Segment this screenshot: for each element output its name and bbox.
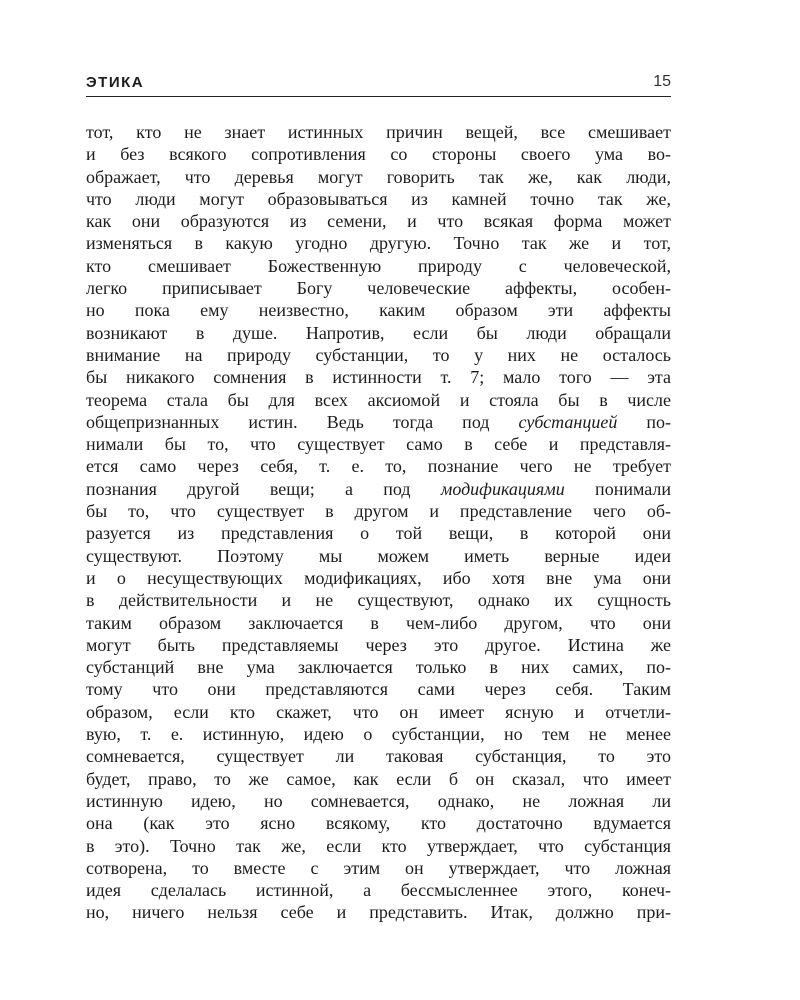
text-segment: понимали: [564, 478, 671, 499]
text-line: [86, 567, 671, 589]
text-segment: вую, т. е. истинную, идею о субстанции, но тем не менее: [86, 724, 671, 745]
text-segment: общепризнанных истин. Ведь тогда под: [86, 411, 519, 432]
text-line: [86, 188, 671, 210]
text-line: [86, 366, 671, 388]
text-segment: и без всякого сопротивления со стороны своего ума во-: [86, 144, 671, 165]
italic-term: субстанцией: [518, 411, 618, 432]
text-line: [86, 790, 671, 812]
running-title: ЭТИКА: [86, 74, 145, 91]
text-line: [86, 277, 671, 299]
text-line: [86, 143, 671, 165]
text-line: [86, 232, 671, 254]
text-segment: познания другой вещи; а под: [86, 478, 441, 499]
text-segment: и о несуществующих модификациях, ибо хотя вне ума они: [86, 567, 671, 588]
text-segment: бы то, что существует в другом и представление чего об-: [86, 501, 671, 522]
text-line: [86, 835, 671, 857]
text-segment: что люди могут образовываться из камней точно так же,: [86, 188, 671, 209]
text-segment: тому что они представляются сами через себя. Таким: [86, 679, 671, 700]
text-line: [86, 455, 671, 477]
text-segment: бы никакого сомнения в истинности т. 7; мало того — эта: [86, 367, 671, 388]
text-segment: нимали бы то, что существует само в себе и представля-: [86, 434, 671, 455]
text-segment: по-: [617, 411, 671, 432]
text-line: [86, 589, 671, 611]
text-segment: субстанций вне ума заключается только в них самих, по-: [86, 657, 671, 678]
text-segment: теорема стала бы для всех аксиомой и стояла бы в числе: [86, 389, 671, 410]
text-segment: ется само через себя, т. е. то, познание чего не требует: [86, 456, 671, 477]
text-segment: сотворена, то вместе с этим он утверждает, что ложная: [86, 857, 671, 878]
text-segment: возникают в душе. Напротив, если бы люди обращали: [86, 322, 671, 343]
text-segment: существуют. Поэтому мы можем иметь верные идеи: [86, 545, 671, 566]
text-segment: таким образом заключается в чем-либо другом, что они: [86, 612, 671, 633]
text-line: [86, 500, 671, 522]
text-line: [86, 857, 671, 879]
text-line: [86, 768, 671, 790]
text-line: [86, 322, 671, 344]
text-segment: в действительности и не существуют, однако их сущность: [86, 590, 671, 611]
text-segment: истинную идею, но сомневается, однако, не ложная ли: [86, 790, 671, 811]
text-segment: она (как это ясно всякому, кто достаточно вдумается: [86, 813, 671, 834]
text-line: [86, 411, 671, 433]
text-line: [86, 723, 671, 745]
text-line: [86, 901, 671, 923]
text-line: [86, 545, 671, 567]
text-segment: тот, кто не знает истинных причин вещей, все смешивает: [86, 122, 671, 142]
text-line: [86, 299, 671, 321]
running-header: [86, 70, 671, 97]
text-segment: разуется из представления о той вещи, в которой они: [86, 523, 671, 544]
book-page: [86, 70, 671, 924]
text-line: [86, 678, 671, 700]
text-line: [86, 612, 671, 634]
text-segment: идея сделалась истинной, а бессмысленнее этого, конеч-: [86, 880, 671, 901]
text-segment: в это). Точно так же, если кто утверждает, что субстанция: [86, 835, 671, 856]
text-segment: сомневается, существует ли таковая субстанция, то это: [86, 746, 671, 767]
text-segment: как они образуются из семени, и что всякая форма может: [86, 211, 671, 232]
text-line: [86, 121, 671, 143]
text-segment: кто смешивает Божественную природу с человеческой,: [86, 255, 671, 276]
text-line: [86, 478, 671, 500]
body-text: [86, 121, 671, 924]
text-segment: легко приписывает Богу человеческие аффекты, особен-: [86, 278, 671, 299]
text-segment: ображает, что деревья могут говорить так же, как люди,: [86, 166, 671, 187]
text-segment: будет, право, то же самое, как если б он сказал, что имеет: [86, 768, 671, 789]
text-line: [86, 522, 671, 544]
text-line: [86, 701, 671, 723]
text-line: [86, 433, 671, 455]
text-segment: внимание на природу субстанции, то у них не осталось: [86, 344, 671, 365]
text-line: [86, 255, 671, 277]
text-line: [86, 210, 671, 232]
text-line: [86, 166, 671, 188]
italic-term: модификациями: [440, 478, 565, 499]
text-segment: могут быть представляемы через это другое. Истина же: [86, 634, 671, 655]
text-segment: но, ничего нельзя себе и представить. Итак, должно при-: [86, 902, 671, 923]
text-line: [86, 656, 671, 678]
text-line: [86, 879, 671, 901]
text-line: [86, 812, 671, 834]
page-number: 15: [653, 73, 671, 90]
text-line: [86, 634, 671, 656]
text-line: [86, 389, 671, 411]
text-segment: изменяться в какую угодно другую. Точно так же и тот,: [86, 233, 671, 254]
text-segment: образом, если кто скажет, что он имеет ясную и отчетли-: [86, 701, 671, 722]
text-line: [86, 745, 671, 767]
text-line: [86, 344, 671, 366]
text-segment: но пока ему неизвестно, каким образом эти аффекты: [86, 300, 671, 321]
